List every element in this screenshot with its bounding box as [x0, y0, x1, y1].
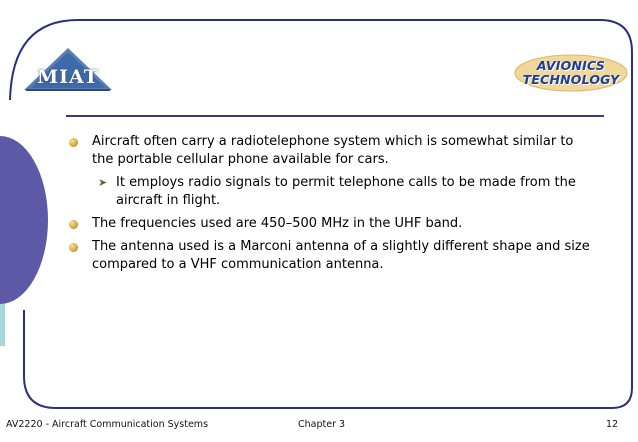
- footer-course-title: AV2220 - Aircraft Communication Systems: [6, 419, 209, 430]
- footer-page-number: 12: [606, 419, 619, 430]
- bullet-list: [66, 133, 596, 279]
- logo-wordmark: MIAT: [37, 66, 99, 88]
- bullet-item: [66, 133, 596, 169]
- badge-line-1: AVIONICS: [536, 58, 606, 73]
- sub-bullet-item: [66, 174, 596, 210]
- bullet-text: The antenna used is a Marconi antenna of a slightly different shape and size compared to a VHF communication antenna.: [92, 239, 590, 272]
- bullet-dot-icon: [69, 243, 78, 252]
- footer-chapter: Chapter 3: [298, 419, 346, 430]
- bullet-dot-icon: [69, 138, 78, 147]
- bullet-text: The frequencies used are 450–500 MHz in the UHF band.: [92, 216, 463, 231]
- bullet-text: Aircraft often carry a radiotelephone system which is somewhat similar to the portable cellular phone available for cars.: [92, 134, 574, 167]
- sub-bullet-text: It employs radio signals to permit telephone calls to be made from the aircraft in flight.: [116, 175, 576, 208]
- badge-line-2: TECHNOLOGY: [522, 72, 620, 87]
- bullet-dot-icon: [69, 220, 78, 229]
- bullet-item: [66, 238, 596, 274]
- left-semicircle-decoration: [0, 136, 48, 304]
- bullet-item: [66, 215, 596, 233]
- arrow-bullet-icon: ➤: [98, 176, 108, 189]
